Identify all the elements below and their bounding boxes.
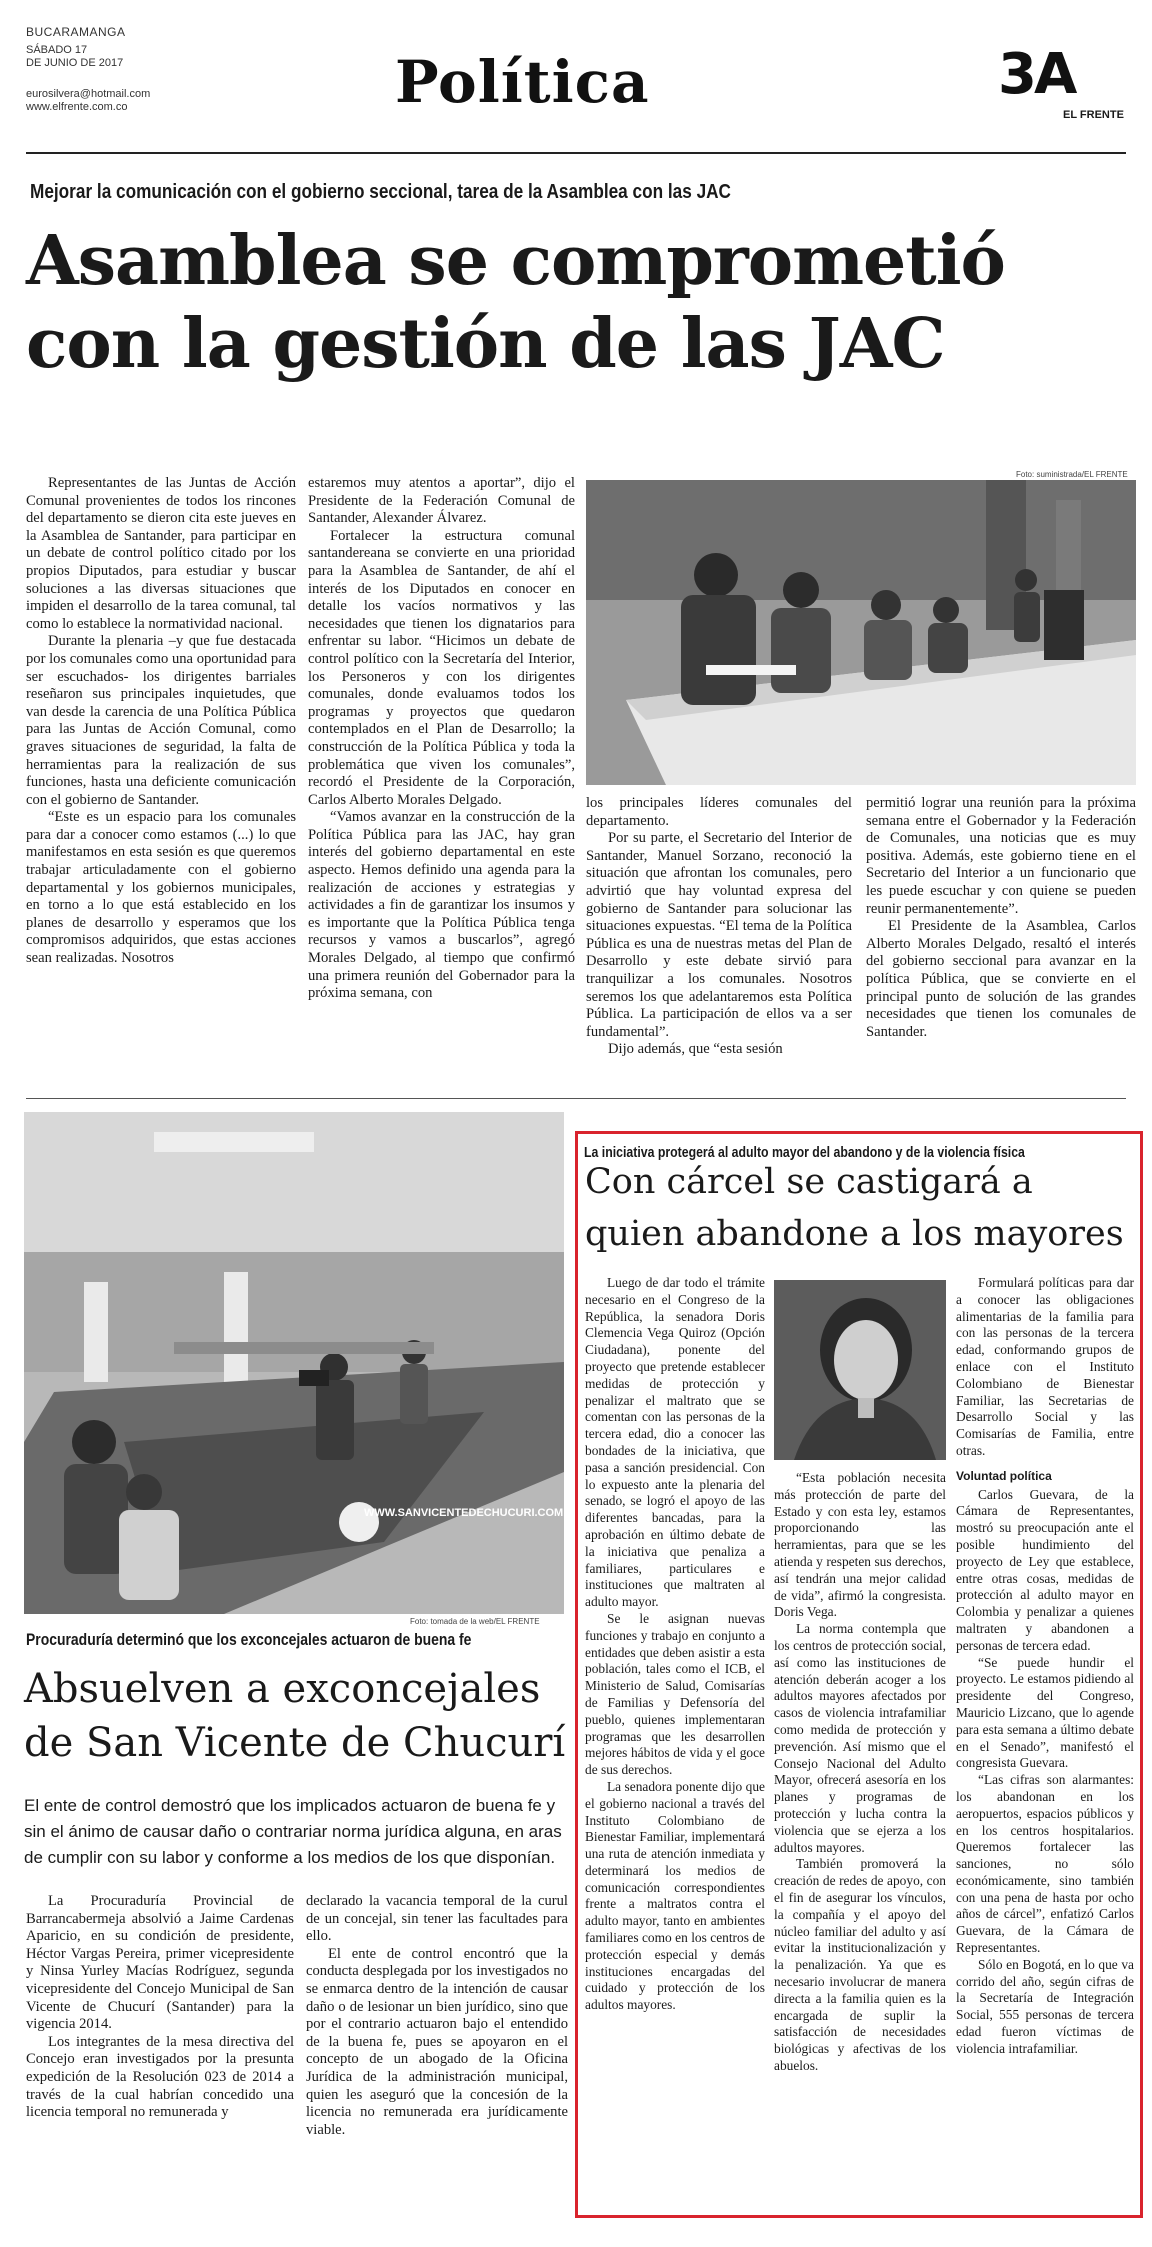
paragraph: Durante la plenaria –y que fue destacada por los comunales como una oportunidad para ser escuchados- los dirigentes barriales reseñaron sus principales inquietudes, que van desde la carencia de una Política Pública para las Juntas de Acción Comunal, como graves situaciones de seguridad, la falta de herramientas para la realización de sus funciones, hasta una deficiente comunicación con el gobierno de Santander. <box>26 633 296 808</box>
article3-photo <box>24 1112 564 1614</box>
article1-headline-line2: con la gestión de las JAC <box>26 304 945 384</box>
paragraph: Fortalecer la estructura comunal santandereana se convierte en una prioridad para la Asamblea de Santander, de ahí el interés de los Diputados en conocer en detalle los vacíos normativos y las necesidades que tienen los dignatarios para enfrentar su labor. “Hicimos un debate de control político con la Secretaría del Interior, los Personeros y con los dirigentes comunales, donde evaluamos todos los programas y proyectos que quedaron contemplados en el Plan de Desarrollo; la construcción de la Política Pública y toda la problemática que viven los comunales”, recordó el Presidente de la Corporación, Carlos Alberto Morales Delgado. <box>308 527 575 808</box>
article2-headline <box>585 1156 1124 1260</box>
senator-portrait <box>774 1280 946 1460</box>
article1-headline <box>26 220 1136 386</box>
paragraph: Se le asignan nuevas funciones y trabajo en conjunto a entidades que deben asistir a esta población, tales como el ICB, el Ministerio de Salud, Comisarías de Familias y Defensoría del pueblo, quienes implementaran programas que les desarrollen mejores hábitos de vida y el goce de sus derechos. <box>585 1610 765 1778</box>
paragraph: Los integrantes de la mesa directiva del Concejo eran investigados por la presunta expedición de la Resolución 023 de 2014 a través de la cual habrían concedido una licencia temporal no remunerada y <box>26 2033 294 2121</box>
council-meeting-photo <box>24 1112 564 1614</box>
article3-column-1 <box>26 1893 294 2213</box>
photo-watermark: WWW.SANVICENTEDECHUCURI.COM <box>364 1507 564 1519</box>
paragraph: Sólo en Bogotá, en lo que va corrido del año, según cifras de la Secretaría de Integración Social, 555 personas de tercera edad fueron víctimas de violencia intrafamiliar. <box>956 1956 1134 2056</box>
paragraph: Representantes de las Juntas de Acción Comunal provenientes de todos los rincones del departamento se dieron cita este jueves en la Asamblea de Santander, para participar en un debate de control político citado por los propios Diputados, para estudiar y buscar soluciones a las diversas situaciones que impiden el desarrollo de la tarea comunal, tal como lo establece la normatividad nacional. <box>26 475 296 632</box>
paragraph: La senadora ponente dijo que el gobierno nacional a través del Instituto Colombiano de Bienestar Familiar, implementará una ruta de atención inmediata y determinará los medios de comunicación correspondientes frente a maltratos contra el adulto mayor, tanto en ambientes familiares como en los centros de protección especial y demás instituciones encargadas del cuidado y protección de los adultos mayores. <box>585 1778 765 2013</box>
article1-kicker: Mejorar la comunicación con el gobierno seccional, tarea de la Asamblea con las JAC <box>30 181 731 203</box>
newspaper-brand: EL FRENTE <box>1063 109 1124 121</box>
paragraph: También promoverá la creación de redes de apoyo, con el fin de asegurar los vínculos, la compañía y el apoyo del núcleo familiar del adulto y así evitar la institucionalización y la penalización. Ya que es necesario involucrar de manera directa a la familia quien es la encargada de suplir la satisfacción de necesidades biológicas y afectivas de los abuelos. <box>774 1856 946 2073</box>
paragraph: Por su parte, el Secretario del Interior de Santander, Manuel Sorzano, reconoció la situación que afrontan los comunales, pero advirtió que hay voluntad expresa del gobierno de Santander para solucionar las situaciones expuestas. “El tema de la Política Pública es una de nuestras metas del Plan de Desarrollo y este debate sirvió para tranquilizar a los comunales. Nosotros seremos los que adelantaremos esta Política Pública. La participación de ellos va a ser fundamental”. <box>586 830 852 1040</box>
article2-kicker: La iniciativa protegerá al adulto mayor del abandono y de la violencia física <box>584 1144 1025 1161</box>
paragraph: “Las cifras son alarmantes: los abandonan en los aeropuertos, espacios públicos y en los centros hospitalarios. Queremos fortalecer las sanciones, no sólo económicamente, sino también con una pena de hasta por ocho años de cárcel”, enfatizó Carlos Guevara, de la Cámara de Representantes. <box>956 1772 1134 1956</box>
article3-headline-line1: Absuelven a exconcejales <box>24 1666 541 1712</box>
masthead-city: BUCARAMANGA <box>26 25 126 39</box>
article1-photo-credit: Foto: suministrada/EL FRENTE <box>1016 470 1128 479</box>
paragraph: “Vamos avanzar en la construcción de la Política Pública para las JAC, hay gran interés del gobierno departamental en este aspecto. Hemos definido una agenda para la realización de acciones y estrategias y actividades a fin de garantizar los insumos y es importante que la Política Pública tenga recursos y vamos a buscarlos”, agregó Morales Delgado, al tiempo que confirmó una primera reunión del Gobernador para la próxima semana, con <box>308 809 575 1002</box>
paragraph: El ente de control encontró que la conducta desplegada por los investigados no se enmarca dentro de la intención de causar daño o de lesionar un bien jurídico, sino que por el contrario actuaron bajo el entendido de la buena fe, pues se apoyaron en el concepto de un abogado de la Oficina Jurídica de la administración municipal, quien les aseguró que la concesión de la licencia no remunerada era jurídicamente viable. <box>306 1945 568 2138</box>
article2-column-3 <box>956 1275 1134 2210</box>
assembly-meeting-photo <box>586 480 1136 785</box>
paragraph: permitió lograr una reunión para la próxima semana entre el Gobernador y la Federación de Comunales, una noticias que es muy positiva. Además, este gobierno tiene en el Secretario del Interior a un funcionario que les puede escuchar y con quiene se pueden reunir permanentemente”. <box>866 795 1136 917</box>
masthead-website: www.elfrente.com.co <box>26 101 128 113</box>
article1-column-4 <box>866 795 1136 1095</box>
article1-bottom-rule <box>26 1098 1126 1099</box>
masthead-date: SÁBADO 17 <box>26 44 88 56</box>
masthead-rule <box>26 152 1126 154</box>
paragraph: La Procuraduría Provincial de Barrancabermeja absolvió a Jaime Cardenas Aparicio, en su condición de presidente, Héctor Vargas Pereira, primer vicepresidente y Ninsa Yurley Macías Rodríguez, segunda vicepresidente del Concejo Municipal de San Vicente de Chucurí (Santander) para la vigencia 2014. <box>26 1893 294 2033</box>
masthead-info <box>26 26 150 114</box>
article1-headline-line1: Asamblea se comprometió <box>26 221 1005 301</box>
article3-headline-line2: de San Vicente de Chucurí <box>24 1720 566 1766</box>
senator-portrait-image <box>774 1280 946 1460</box>
paragraph: Luego de dar todo el trámite necesario en el Congreso de la República, la senadora Doris Clemencia Vega Quiroz (Opción Ciudadana), ponente del proyecto que pretende establecer medidas de protección y penalizar el maltrato que se comentan con las personas de la tercera edad, dio a conocer las bondades de la iniciativa, que pasa a sanción presidencial. Con lo expuesto ante la plenaria del senado, se logró el apoyo de las diferentes bancadas, para la aprobación en último debate de la iniciativa que penaliza a familiares, particulares e instituciones que maltraten al adulto mayor. <box>585 1275 765 1610</box>
paragraph: “Esta población necesita más protección de parte del Estado y con esta ley, estamos proporcionando las herramientas, para que se les atienda y respeten sus derechos, así tendrán una mejor calidad de vida”, afirmó la congresista. Doris Vega. <box>774 1470 946 1620</box>
article3-photo-credit: Foto: tomada de la web/EL FRENTE <box>410 1617 540 1626</box>
paragraph: Dijo además, que “esta sesión <box>608 1041 783 1058</box>
paragraph: Carlos Guevara, de la Cámara de Representantes, mostró su preocupación ante el posible hundimiento del proyecto de Ley que establece, entre otras cosas, medidas de protección al adulto mayor en Colombia y penalizar a quienes maltraten y abandonen a personas de tercera edad. <box>956 1486 1134 1653</box>
article3-lede: El ente de control demostró que los implicados actuaron de buena fe y sin el ánimo de causar daño o contrariar norma jurídica alguna, en aras de cumplir con su labor y conforme a los medios de los que disponían. <box>24 1796 562 1867</box>
masthead-date-2: DE JUNIO DE 2017 <box>26 57 124 69</box>
article3-headline <box>24 1662 565 1770</box>
article1-photo <box>586 480 1136 785</box>
article3-column-2 <box>306 1893 568 2213</box>
paragraph: declarado la vacancia temporal de la curul de un concejal, sin tener las facultades para ello. <box>306 1893 568 1945</box>
paragraph: “Este es un espacio para los comunales para dar a conocer como estamos (...) lo que manifestamos en esta sesión es que queremos trabajar articuladamente con el gobierno departamental y los gobiernos municipales, en torno a lo que está establecido en los planes de desarrollo y esperamos que los compromisos adquiridos, que estas acciones sean realizadas. Nosotros <box>26 809 296 967</box>
article1-column-2 <box>308 475 575 1095</box>
article1-column-3 <box>586 795 852 1095</box>
article3-kicker: Procuraduría determinó que los exconcejales actuaron de buena fe <box>26 1630 472 1649</box>
paragraph: Formulará políticas para dar a conocer las obligaciones alimentarias de la familia para con las personas de la tercera edad, conformando grupos de enlace con el Instituto Colombiano de Bienestar Familiar, las Secretarias de Desarrollo Social y las Comisarías de Familia, entre otras. <box>956 1275 1134 1458</box>
paragraph: La norma contempla que los centros de protección social, así como las instituciones de atención deberán acoger a los adultos mayores afectados por casos de violencia intrafamiliar como medida de protección y prevención. Así mismo que el Consejo Nacional del Adulto Mayor, ofrecerá asesoría en los planes y programas de protección y lucha contra la violencia que se ejerza a los adultos mayores. <box>774 1621 946 1855</box>
page-number: 3A <box>998 42 1075 107</box>
article2-subhead: Voluntad política <box>956 1468 1052 1483</box>
masthead-email: eurosilvera@hotmail.com <box>26 88 151 100</box>
section-title: Política <box>395 48 650 116</box>
paragraph: estaremos muy atentos a aportar”, dijo el Presidente de la Federación Comunal de Santander, Alexander Álvarez. <box>308 475 575 527</box>
article2-headline-line1: Con cárcel se castigará a <box>585 1162 1033 1202</box>
paragraph: “Se puede hundir el proyecto. Le estamos pidiendo al presidente del Congreso, Mauricio Lizcano, que lo agende para esta semana a último debate en el Senado”, manifestó el congresista Guevara. <box>956 1654 1134 1771</box>
article2-column-1 <box>585 1275 765 2210</box>
article1-column-1 <box>26 475 296 1095</box>
article2-headline-line2: quien abandone a los mayores <box>585 1214 1124 1254</box>
paragraph: los principales líderes comunales del departamento. <box>586 795 852 829</box>
article2-column-2 <box>774 1470 946 2210</box>
paragraph: El Presidente de la Asamblea, Carlos Alberto Morales Delgado, resaltó el interés del gobierno seccional para avanzar en la política Pública, que se convierte en el principal punto de solución de las grandes necesidades que tienen los comunales de Santander. <box>866 918 1136 1040</box>
